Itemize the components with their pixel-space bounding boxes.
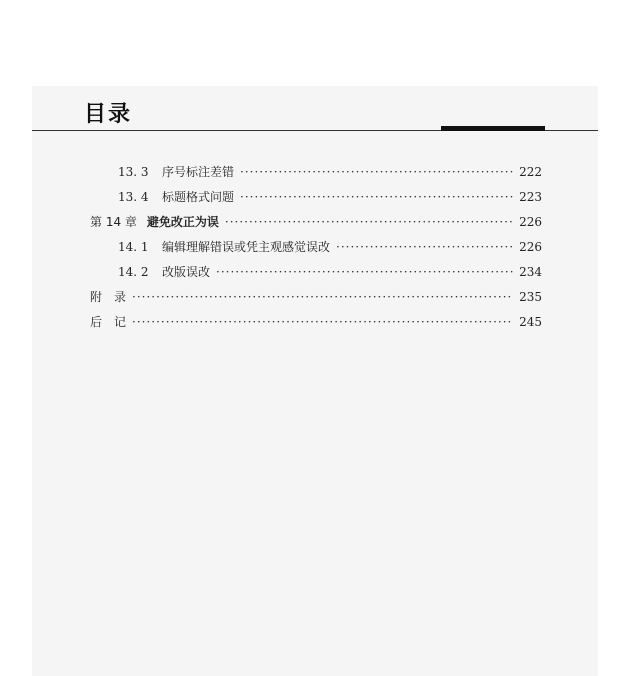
- toc-entry-number: 13. 4: [118, 190, 149, 204]
- toc-entry-number: 13. 3: [118, 165, 149, 179]
- toc-entry-postscript[interactable]: [90, 314, 542, 330]
- toc-chapter-number: 第 14 章: [90, 215, 137, 229]
- toc-entry-title: 序号标注差错: [162, 165, 235, 179]
- toc-entry-appendix[interactable]: [90, 289, 542, 305]
- toc-entry-chapter-14[interactable]: [90, 214, 542, 230]
- toc-entry-title: 编辑理解错误或凭主观感觉误改: [162, 240, 331, 254]
- toc-entry-title: 标题格式问题: [162, 190, 235, 204]
- page-title: 目录: [84, 102, 133, 127]
- toc-leader-dots: [132, 314, 513, 330]
- toc-entry-page: 223: [519, 190, 542, 204]
- toc-entry-page: 235: [519, 290, 542, 304]
- toc-entry-page: 234: [519, 265, 542, 279]
- header-accent-bar: [441, 126, 545, 131]
- toc-entry-number: 14. 2: [118, 265, 149, 279]
- toc-entry-page: 222: [519, 165, 542, 179]
- toc-leader-dots: [240, 164, 513, 180]
- toc-entry-13-4[interactable]: [118, 189, 542, 205]
- toc-chapter-title: 避免改正为误: [146, 215, 219, 229]
- toc-chapter-number: 后 记: [90, 315, 127, 329]
- toc-leader-dots: [336, 239, 513, 255]
- toc-leader-dots: [132, 289, 513, 305]
- toc-entry-page: 245: [519, 315, 542, 329]
- toc-entry-number: 14. 1: [118, 240, 149, 254]
- toc-leader-dots: [216, 264, 513, 280]
- toc-entry-13-3[interactable]: [118, 164, 542, 180]
- toc-entry-page: 226: [519, 240, 542, 254]
- toc-leader-dots: [240, 189, 513, 205]
- toc-leader-dots: [225, 214, 513, 230]
- toc-entry-title: 改版误改: [162, 265, 211, 279]
- toc-entry-14-2[interactable]: [118, 264, 542, 280]
- toc-chapter-number: 附 录: [90, 290, 127, 304]
- toc-entry-page: 226: [519, 215, 542, 229]
- toc-entry-14-1[interactable]: [118, 239, 542, 255]
